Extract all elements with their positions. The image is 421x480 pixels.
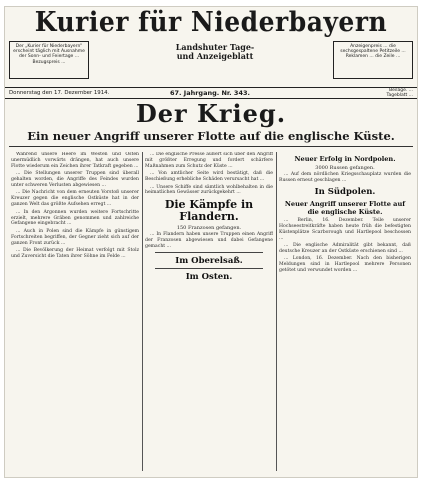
subtitle-line-1: Landshuter Tage- xyxy=(175,42,255,52)
section-divider xyxy=(155,252,263,253)
article-column-1 xyxy=(11,152,139,471)
section-heading-flanders: Die Kämpfe in Flandern. xyxy=(164,198,254,224)
section-heading-north-poland: Neuer Erfolg in Nordpolen. xyxy=(294,155,396,163)
article-paragraph: ... Berlin, 16. Dezember. Teile unserer Hochseestreitkräfte haben heute früh die befestigten Küstenplätze Scarborough und Hartlepool beschossen ... xyxy=(279,217,411,241)
section-divider xyxy=(155,268,263,269)
article-paragraph: ... Die Stellungen unserer Truppen sind überall gehalten worden, die Angriffe des Feindes wurden unter schweren Verlusten abgewiesen ... xyxy=(11,171,139,189)
issue-date: Donnerstag den 17. Dezember 1914. xyxy=(9,90,110,96)
masthead xyxy=(5,7,417,37)
section-note: 150 Franzosen gefangen. xyxy=(176,225,242,232)
article-paragraph: ... Auch in Polen sind die Kämpfe in günstigem Fortschreiten begriffen, der Gegner zieht sich auf der ganzen Front zurück ... xyxy=(11,228,139,246)
issue-extra-line-2: Tageblatt ... xyxy=(386,93,413,98)
section-heading-fleet-attack: Neuer Angriff unserer Flotte auf die englische Küste. xyxy=(284,199,406,216)
section-note: 3000 Russen gefangen. xyxy=(315,165,375,171)
issue-extra-line-1: Beilage. ... xyxy=(389,88,413,93)
article-paragraph: ... Von amtlicher Seite wird bestätigt, daß die Beschießung erhebliche Schäden verursacht hat ... xyxy=(145,171,273,183)
dateline xyxy=(5,87,417,99)
main-headline: Der Krieg. xyxy=(135,99,287,128)
column-divider-2 xyxy=(276,152,277,471)
advertising-info-box: Anzeigenpreis ... die sechsgespaltene Petitzeile ... Reklamen ... die Zeile ... xyxy=(333,41,413,79)
section-heading-east: Im Osten. xyxy=(185,272,233,283)
newspaper-title: Kurier für Niederbayern xyxy=(34,6,388,38)
article-column-2 xyxy=(145,152,273,471)
article-paragraph: ... Die englische Admiralität gibt bekannt, daß deutsche Kreuzer an der Ostküste erschienen sind ... xyxy=(279,242,411,254)
headline-divider xyxy=(9,146,413,147)
article-paragraph: ... In den Argonnen wurden weitere Fortschritte erzielt, mehrere Gräben genommen und zahlreiche Gefangene eingebracht ... xyxy=(11,209,139,227)
column-divider-1 xyxy=(142,152,143,471)
article-paragraph: ... In Flandern haben unsere Truppen einen Angriff der Franzosen abgewiesen und dabei Gefangene gemacht ... xyxy=(145,232,273,250)
issue-volume: 67. Jahrgang. Nr. 343. xyxy=(170,89,250,97)
section-heading-south-poland: In Südpolen. xyxy=(314,186,376,197)
article-paragraph: ... Die Nachricht von dem erneuten Vorstoß unserer Kreuzer gegen die englische Ostküste hat in der ganzen Welt das größte Aufsehen erregt ... xyxy=(11,190,139,208)
subtitle xyxy=(160,43,270,61)
article-paragraph: Während unsere Heere im Westen und Osten unermüdlich vorwärts drängen, hat auch unsere Flotte wiederum ein Zeichen ihrer Tatkraft gegeben ... xyxy=(11,152,139,169)
article-paragraph: ... Auf dem nördlichen Kriegsschauplatz wurden die Russen erneut geschlagen ... xyxy=(279,172,411,183)
subtitle-line-2: und Anzeigeblatt xyxy=(176,51,254,61)
subscription-info-box: Der „Kurier für Niederbayern“ erscheint täglich mit Ausnahme der Sonn- und Feiertage ... Bezugspreis ... xyxy=(9,41,89,79)
subheader xyxy=(5,37,417,85)
section-heading-alsace: Im Oberelsaß. xyxy=(175,256,243,267)
article-paragraph: ... London, 16. Dezember. Nach den bisherigen Meldungen sind in Hartlepool mehrere Personen getötet und verwundet worden ... xyxy=(279,256,411,274)
article-paragraph: ... Die englische Presse äußert sich über den Angriff mit größter Erregung und fordert schärfere Maßnahmen zum Schutz der Küste ... xyxy=(145,152,273,169)
issue-extra xyxy=(386,88,413,98)
article-paragraph: ... Die Bevölkerung der Heimat verfolgt mit Stolz und Zuversicht die Taten ihrer Söhne im Felde ... xyxy=(11,248,139,259)
sub-headline: Ein neuer Angriff unserer Flotte auf die englische Küste. xyxy=(27,129,395,143)
newspaper-page xyxy=(4,6,418,478)
article-paragraph: ... Unsere Schiffe sind sämtlich wohlbehalten in die heimatlichen Gewässer zurückgekehrt ... xyxy=(145,184,273,196)
article-column-3 xyxy=(279,152,411,471)
